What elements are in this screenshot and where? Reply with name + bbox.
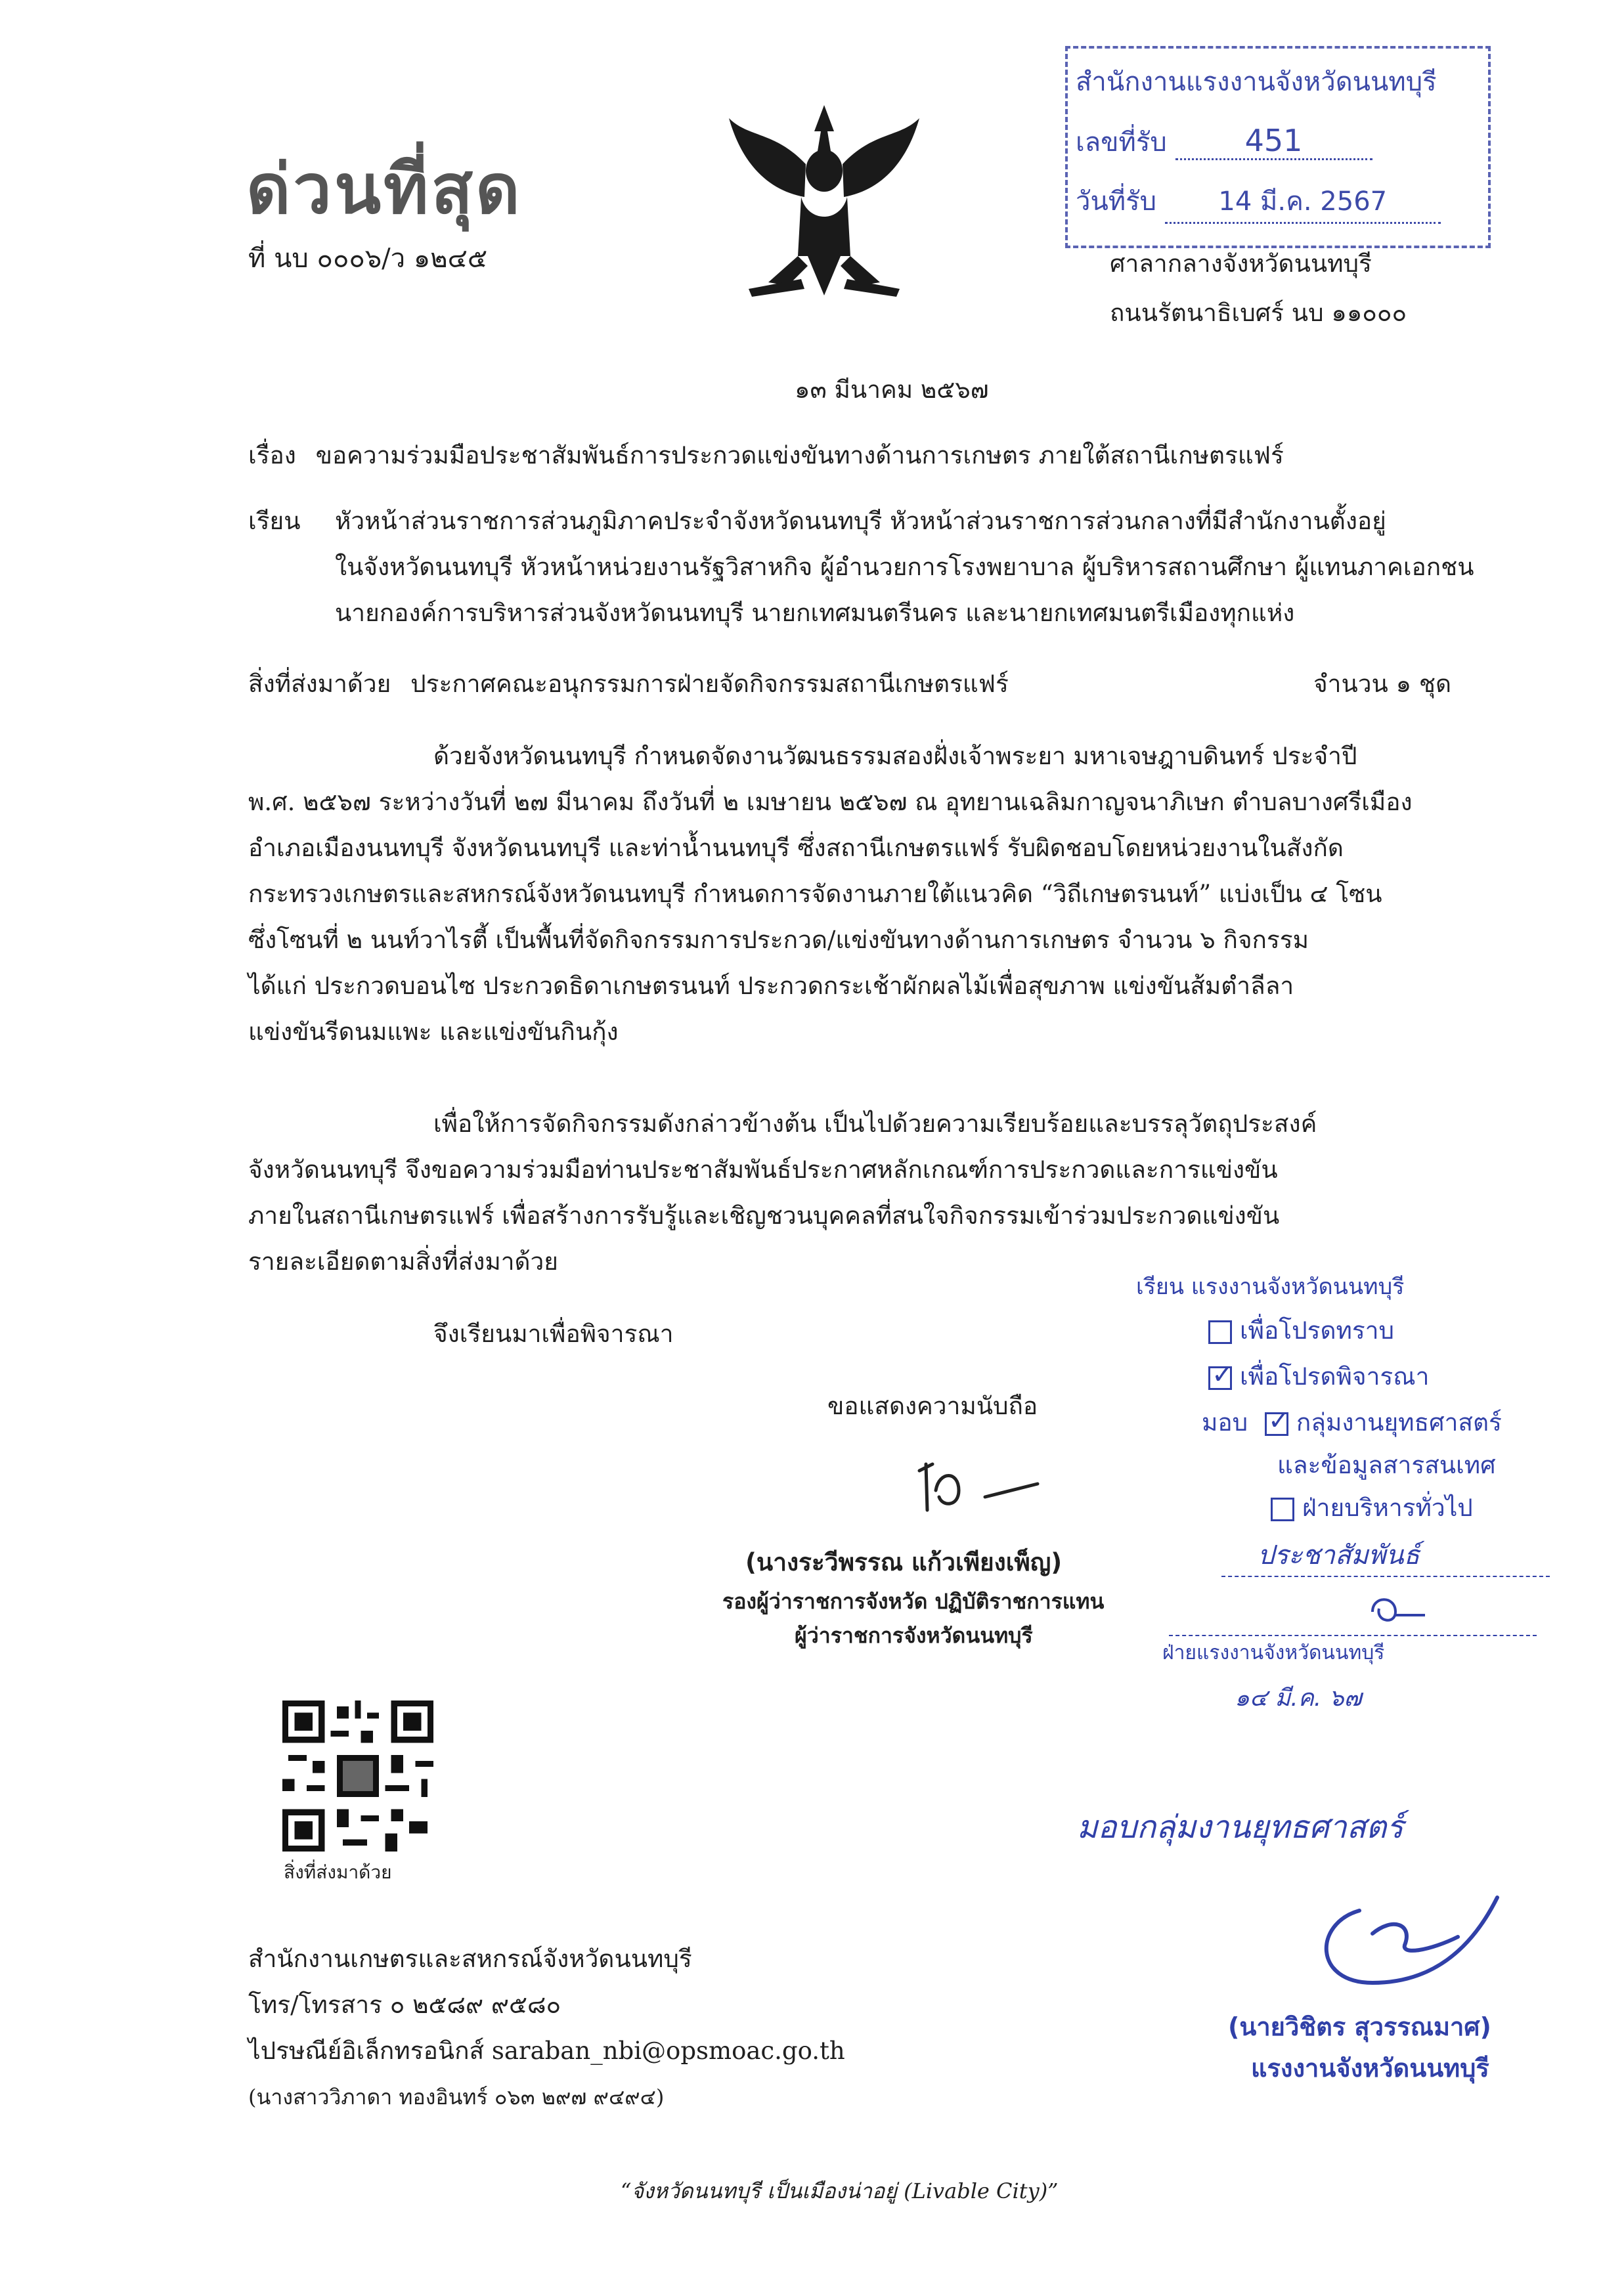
- routing-handwritten: ประชาสัมพันธ์: [1258, 1540, 1420, 1570]
- footer-office: สำนักงานเกษตรและสหกรณ์จังหวัดนนทบุรี: [248, 1945, 692, 1973]
- divider: [1169, 1635, 1537, 1636]
- para1-line: แข่งขันรีดนมแพะ และแข่งขันกินกุ้ง: [248, 1018, 619, 1046]
- stamp-office: สำนักงานแรงงานจังหวัดนนทบุรี: [1076, 67, 1437, 97]
- footer-phone: โทร/โทรสาร ๐ ๒๕๘๙ ๙๕๘๐: [248, 1991, 561, 2019]
- initial-mark: [1359, 1589, 1432, 1628]
- approver-signature: [1300, 1871, 1510, 2003]
- approver-name: (นายวิชิตร สุวรรณมาศ): [1228, 2012, 1491, 2041]
- footer-email: ไปรษณีย์อิเล็กทรอนิกส์ saraban_nbi@opsmoac.go.th: [248, 2037, 845, 2065]
- para2-line: จังหวัดนนทบุรี จึงขอความร่วมมือท่านประชาสัมพันธ์ประกาศหลักเกณฑ์การประกวดและการแข่งขัน: [248, 1156, 1278, 1184]
- routing-opt3-line1: กลุ่มงานยุทธศาสตร์: [1296, 1408, 1502, 1437]
- routing-opt1: เพื่อโปรดทราบ: [1240, 1316, 1395, 1345]
- stamp-receipt-date-label: วันที่รับ: [1076, 186, 1157, 217]
- received-stamp: [1065, 46, 1491, 248]
- checkbox-checked-icon: [1265, 1412, 1288, 1436]
- para1-line: กระทรวงเกษตรและสหกรณ์จังหวัดนนทบุรี กำหนดการจัดงานภายใต้แนวคิด “วิถีเกษตรนนท์” แบ่งเป็น ๔ โซน: [248, 880, 1382, 908]
- para2-line: รายละเอียดตามสิ่งที่ส่งมาด้วย: [248, 1247, 558, 1276]
- sender-address-line2: ถนนรัตนาธิเบศร์ นบ ๑๑๐๐๐: [1110, 299, 1407, 327]
- para2-line: เพื่อให้การจัดกิจกรรมดังกล่าวข้างต้น เป็นไปด้วยความเรียบร้อยและบรรลุวัตถุประสงค์: [433, 1110, 1317, 1138]
- closing-text: จึงเรียนมาเพื่อพิจารณา: [433, 1320, 674, 1348]
- qr-code-icon: [282, 1700, 433, 1852]
- enclosure-text: ประกาศคณะอนุกรรมการฝ่ายจัดกิจกรรมสถานีเกษตรแฟร์: [410, 670, 1009, 698]
- to-line1: หัวหน้าส่วนราชการส่วนภูมิภาคประจำจังหวัดนนทบุรี หัวหน้าส่วนราชการส่วนกลางที่มีสำนักงานตั้งอยู่: [335, 507, 1386, 535]
- footer-slogan: “จังหวัดนนทบุรี เป็นเมืองน่าอยู่ (Livable City)”: [621, 2178, 1059, 2203]
- subject-label: เรื่อง: [248, 441, 296, 469]
- signer-title2: ผู้ว่าราชการจังหวัดนนทบุรี: [795, 1623, 1033, 1648]
- stamp-receipt-no-label: เลขที่รับ: [1076, 127, 1167, 158]
- footer-contact: (นางสาววิภาดา ทองอินทร์ ๐๖๓ ๒๙๗ ๙๔๙๔): [248, 2085, 665, 2110]
- routing-opt2: เพื่อโปรดพิจารณา: [1240, 1362, 1430, 1391]
- stamp-receipt-date: 14 มี.ค. 2567: [1165, 180, 1441, 224]
- sender-address-line1: ศาลากลางจังหวัดนนทบุรี: [1110, 249, 1372, 278]
- para2-line: ภายในสถานีเกษตรแฟร์ เพื่อสร้างการรับรู้และเชิญชวนบุคคลที่สนใจกิจกรรมเข้าร่วมประกวดแข่งขัน: [248, 1202, 1280, 1230]
- checkbox-checked-icon: [1208, 1366, 1232, 1390]
- subject-text: ขอความร่วมมือประชาสัมพันธ์การประกวดแข่งขันทางด้านการเกษตร ภายใต้สถานีเกษตรแฟร์: [315, 441, 1284, 469]
- para1-line: ซึ่งโซนที่ ๒ นนท์วาไรตี้ เป็นพื้นที่จัดกิจกรรมการประกวด/แข่งขันทางด้านการเกษตร จำนวน ๖ กิจกรรม: [248, 926, 1309, 954]
- para1-line: พ.ศ. ๒๕๖๗ ระหว่างวันที่ ๒๗ มีนาคม ถึงวันที่ ๒ เมษายน ๒๕๖๗ ณ อุทยานเฉลิมกาญจนาภิเษก ตำบลบางศรีเมือง: [248, 788, 1413, 816]
- routing-dept: ฝ่ายแรงงานจังหวัดนนทบุรี: [1162, 1641, 1385, 1664]
- letter-date: ๑๓ มีนาคม ๒๕๖๗: [795, 376, 989, 404]
- urgency-label: ด่วนที่สุด: [246, 149, 523, 229]
- to-line2: ในจังหวัดนนทบุรี หัวหน้าหน่วยงานรัฐวิสาหกิจ ผู้อำนวยการโรงพยาบาล ผู้บริหารสถานศึกษา ผู้แทนภาคเอกชน: [335, 553, 1474, 581]
- enclosure-qty: จำนวน ๑ ชุด: [1313, 670, 1451, 698]
- routing-header: เรียน แรงงานจังหวัดนนทบุรี: [1136, 1274, 1405, 1300]
- to-label: เรียน: [248, 507, 301, 535]
- para1-line: ได้แก่ ประกวดบอนไซ ประกวดธิดาเกษตรนนท์ ประกวดกระเช้าผักผลไม้เพื่อสุขภาพ แข่งขันส้มตำลีลา: [248, 972, 1294, 1000]
- divider: [1221, 1576, 1550, 1577]
- para1-line: อำเภอเมืองนนทบุรี จังหวัดนนทบุรี และท่าน้ำนนทบุรี ซึ่งสถานีเกษตรแฟร์ รับผิดชอบโดยหน่วยงานในสังกัด: [248, 834, 1344, 862]
- para1-line: ด้วยจังหวัดนนทบุรี กำหนดจัดงานวัฒนธรรมสองฝั่งเจ้าพระยา มหาเจษฎาบดินทร์ ประจำปี: [433, 742, 1357, 770]
- routing-handwritten2: มอบกลุ่มงานยุทธศาสตร์: [1077, 1809, 1403, 1846]
- checkbox-icon: [1271, 1498, 1294, 1521]
- signer-name: (นางระวีพรรณ แก้วเพียงเพ็ญ): [745, 1548, 1063, 1576]
- signature-mark: [906, 1444, 1064, 1530]
- signer-title1: รองผู้ว่าราชการจังหวัด ปฏิบัติราชการแทน: [722, 1589, 1105, 1614]
- regards-text: ขอแสดงความนับถือ: [827, 1392, 1038, 1420]
- routing-date: ๑๔ มี.ค. ๖๗: [1235, 1685, 1362, 1712]
- enclosure-label: สิ่งที่ส่งมาด้วย: [248, 670, 391, 698]
- to-line3: นายกองค์การบริหารส่วนจังหวัดนนทบุรี นายกเทศมนตรีนคร และนายกเทศมนตรีเมืองทุกแห่ง: [335, 599, 1295, 627]
- stamp-receipt-no: 451: [1175, 123, 1372, 160]
- qr-caption: สิ่งที่ส่งมาด้วย: [284, 1861, 392, 1883]
- document-number: ที่ นบ ๐๐๐๖/ว ๑๒๔๕: [248, 244, 488, 274]
- approver-title: แรงงานจังหวัดนนทบุรี: [1251, 2054, 1489, 2083]
- garuda-emblem: [722, 92, 926, 302]
- checkbox-icon: [1208, 1320, 1232, 1344]
- routing-opt3-line2: และข้อมูลสารสนเทศ: [1277, 1451, 1496, 1479]
- routing-assign-label: มอบ: [1202, 1408, 1248, 1437]
- routing-opt4: ฝ่ายบริหารทั่วไป: [1302, 1494, 1473, 1522]
